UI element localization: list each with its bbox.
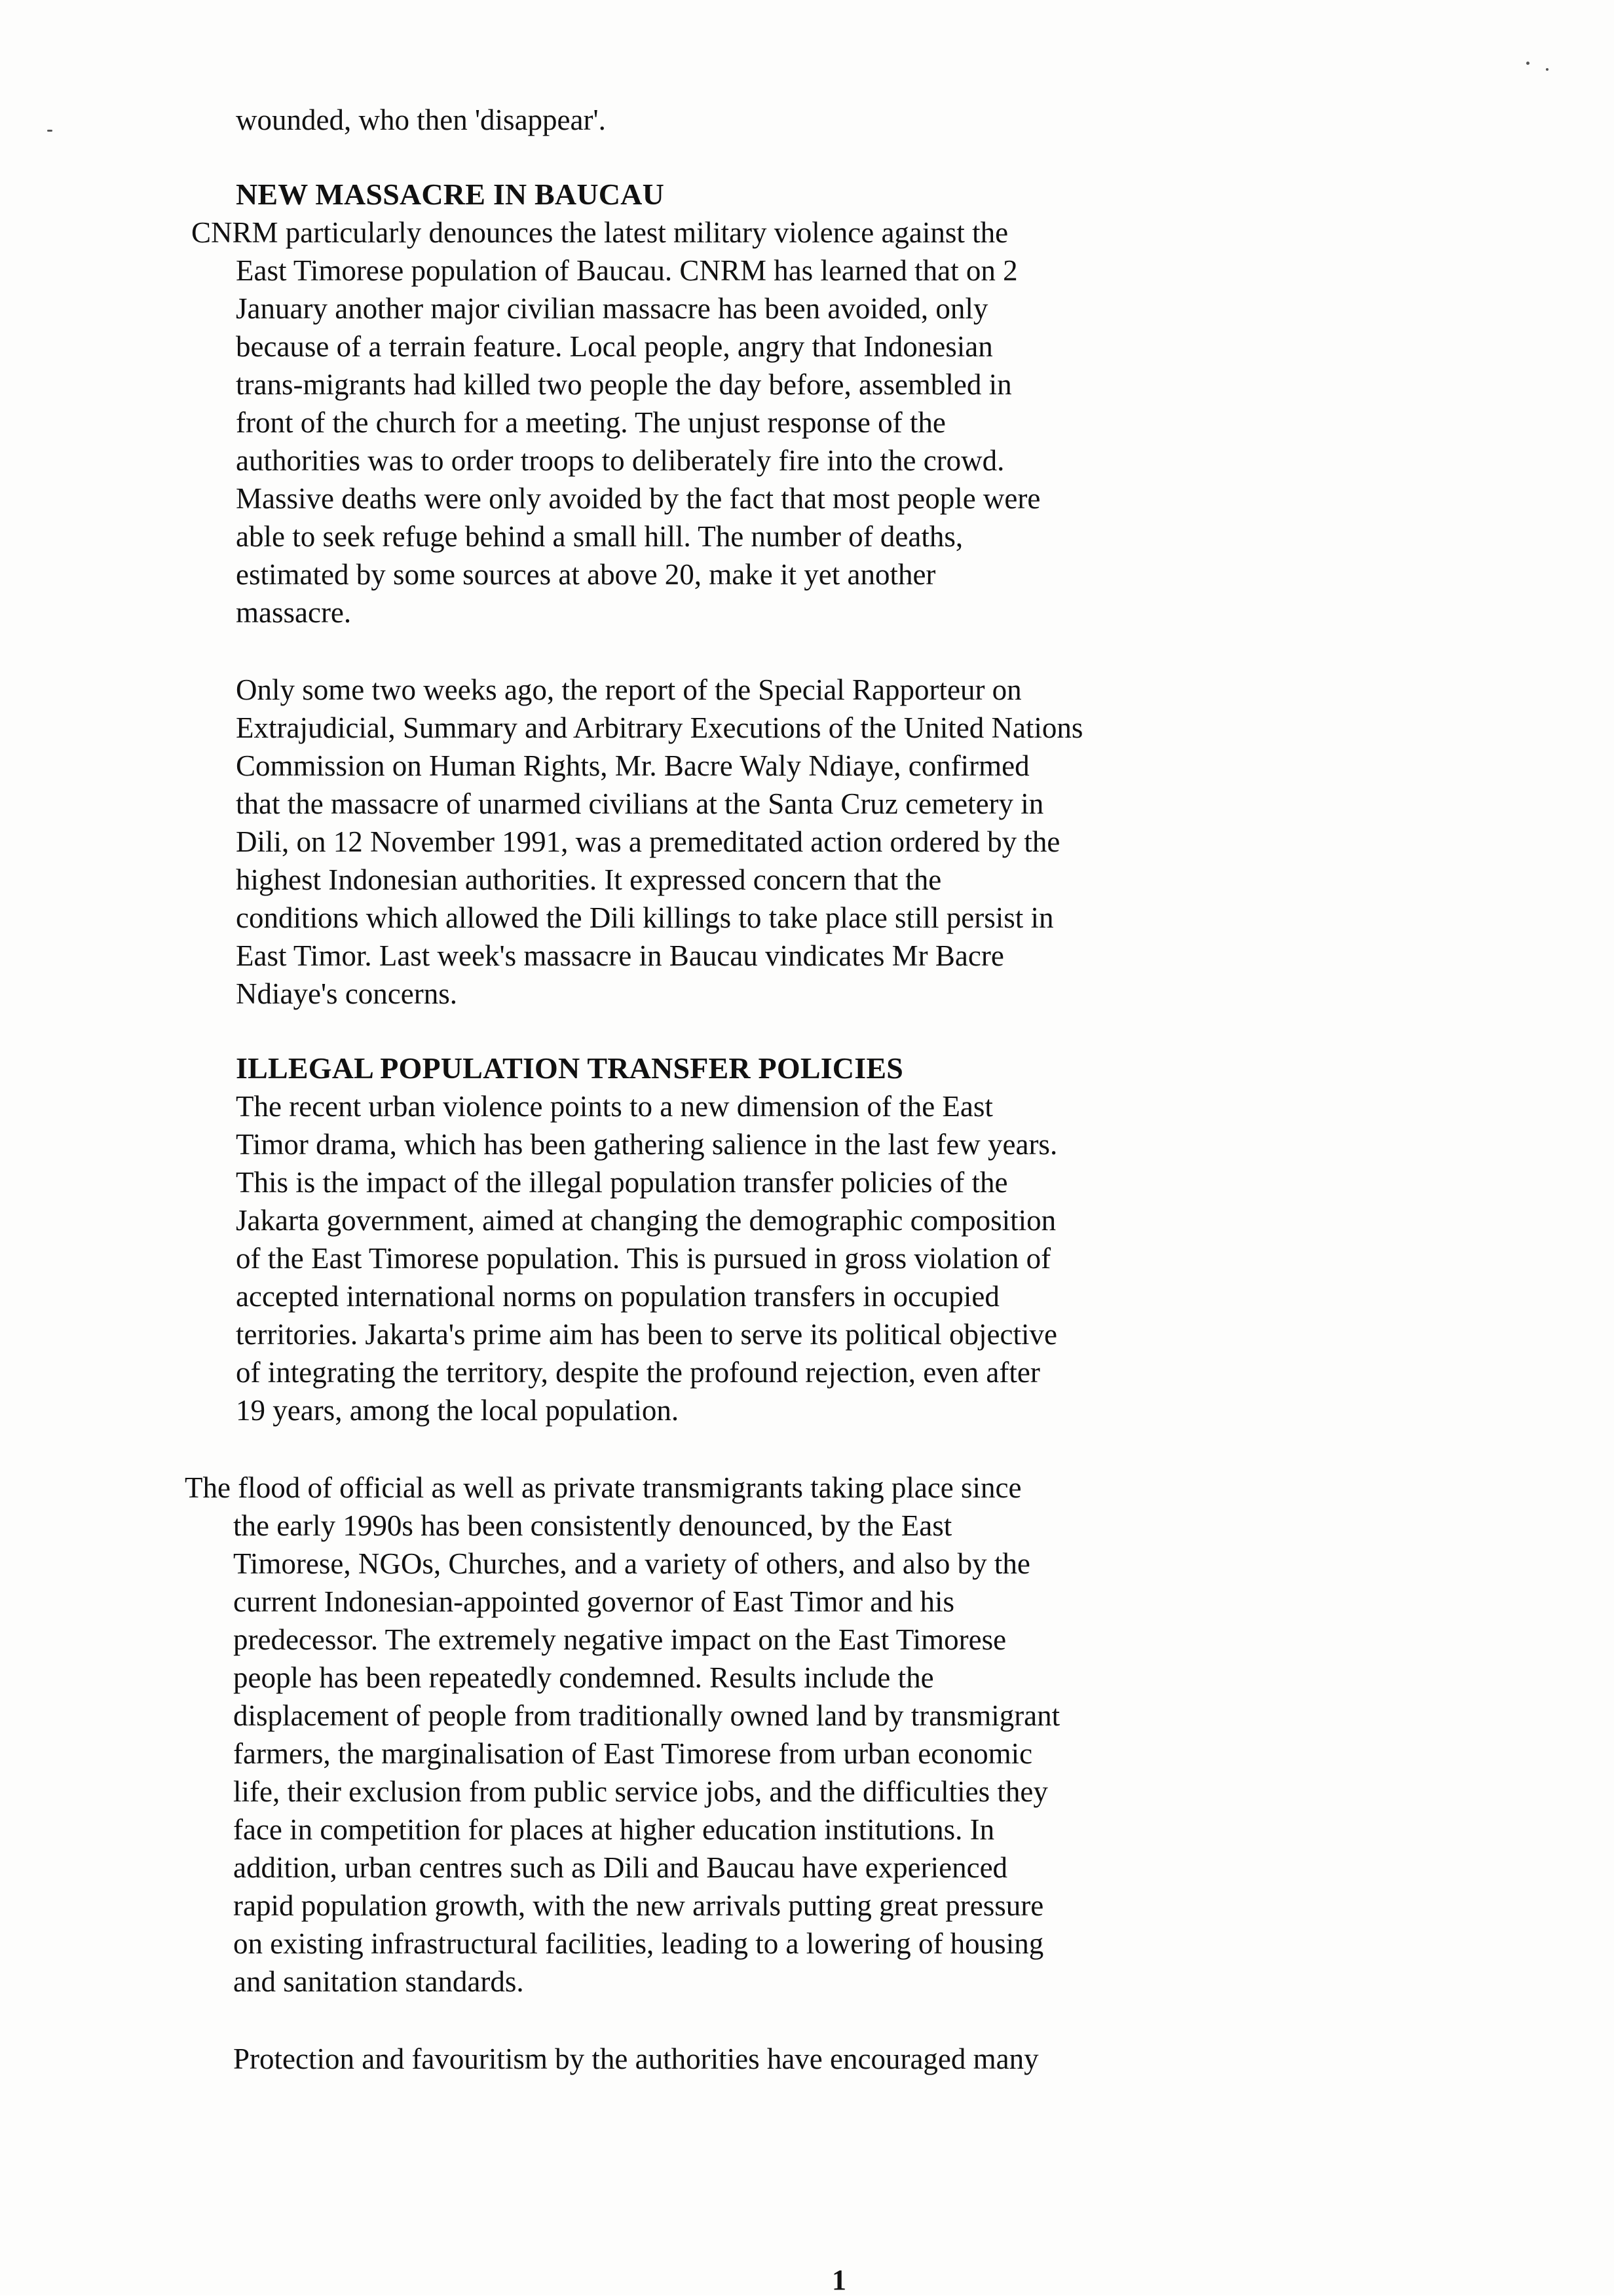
rapporteur-line-4: that the massacre of unarmed civilians at the Santa Cruz cemetery in [236,787,1044,820]
transmigrants-line-3: Timorese, NGOs, Churches, and a variety of others, and also by the [233,1547,1030,1580]
transmigrants-line-13: on existing infrastructural facilities, leading to a lowering of housing [233,1927,1044,1960]
transmigrants-line-5: predecessor. The extremely negative impact on the East Timorese [233,1623,1007,1656]
baucau-line-11: massacre. [236,596,352,629]
rapporteur-line-9: Ndiaye's concerns. [236,977,457,1010]
transfer-line-6: accepted international norms on population transfers in occupied [236,1280,1000,1313]
transfer-line-9: 19 years, among the local population. [236,1394,679,1427]
baucau-line-5: trans-migrants had killed two people the day before, assembled in [236,368,1012,401]
transmigrants-line-14: and sanitation standards. [233,1965,524,1998]
baucau-line-9: able to seek refuge behind a small hill. The number of deaths, [236,520,964,553]
rapporteur-line-8: East Timor. Last week's massacre in Baucau vindicates Mr Bacre [236,939,1004,972]
transfer-line-5: of the East Timorese population. This is pursued in gross violation of [236,1242,1051,1275]
rapporteur-line-6: highest Indonesian authorities. It expressed concern that the [236,863,942,896]
heading-population-transfer: ILLEGAL POPULATION TRANSFER POLICIES [236,1051,903,1085]
transmigrants-line-1: The flood of official as well as private transmigrants taking place since [185,1471,1022,1504]
rapporteur-line-1: Only some two weeks ago, the report of the Special Rapporteur on [236,673,1022,706]
transfer-line-7: territories. Jakarta's prime aim has been to serve its political objective [236,1318,1057,1351]
baucau-line-8: Massive deaths were only avoided by the fact that most people were [236,482,1041,515]
rapporteur-line-5: Dili, on 12 November 1991, was a premeditated action ordered by the [236,825,1060,858]
transmigrants-line-10: face in competition for places at higher education institutions. In [233,1813,995,1846]
heading-new-massacre: NEW MASSACRE IN BAUCAU [236,178,665,211]
transmigrants-line-11: addition, urban centres such as Dili and Baucau have experienced [233,1851,1008,1884]
transfer-line-3: This is the impact of the illegal population transfer policies of the [236,1166,1008,1199]
transmigrants-line-9: life, their exclusion from public service jobs, and the difficulties they [233,1775,1048,1808]
transmigrants-line-6: people has been repeatedly condemned. Results include the [233,1661,934,1694]
transfer-line-2: Timor drama, which has been gathering salience in the last few years. [236,1128,1058,1161]
baucau-line-2: East Timorese population of Baucau. CNRM has learned that on 2 [236,254,1018,287]
transmigrants-line-4: current Indonesian-appointed governor of East Timor and his [233,1585,955,1618]
transmigrants-line-12: rapid population growth, with the new arrivals putting great pressure [233,1889,1044,1922]
baucau-line-3: January another major civilian massacre has been avoided, only [236,292,988,325]
baucau-line-6: front of the church for a meeting. The unjust response of the [236,406,946,439]
transfer-line-1: The recent urban violence points to a new dimension of the East [236,1090,993,1123]
baucau-line-4: because of a terrain feature. Local people, angry that Indonesian [236,330,993,363]
baucau-line-7: authorities was to order troops to deliberately fire into the crowd. [236,444,1005,477]
transfer-line-8: of integrating the territory, despite the profound rejection, even after [236,1356,1040,1389]
baucau-line-10: estimated by some sources at above 20, make it yet another [236,558,936,591]
protection-line-1: Protection and favouritism by the authorities have encouraged many [233,2042,1039,2075]
rapporteur-line-2: Extrajudicial, Summary and Arbitrary Executions of the United Nations [236,711,1083,744]
baucau-line-1: CNRM particularly denounces the latest military violence against the [191,216,1009,249]
page-number: 1 [832,2264,846,2296]
rapporteur-line-3: Commission on Human Rights, Mr. Bacre Waly Ndiaye, confirmed [236,749,1030,782]
opening-line: wounded, who then 'disappear'. [236,104,606,136]
transmigrants-line-7: displacement of people from traditionally owned land by transmigrant [233,1699,1060,1732]
rapporteur-line-7: conditions which allowed the Dili killings to take place still persist in [236,901,1054,934]
transmigrants-line-2: the early 1990s has been consistently denounced, by the East [233,1509,952,1542]
transmigrants-line-8: farmers, the marginalisation of East Timorese from urban economic [233,1737,1033,1770]
transfer-line-4: Jakarta government, aimed at changing the demographic composition [236,1204,1057,1237]
